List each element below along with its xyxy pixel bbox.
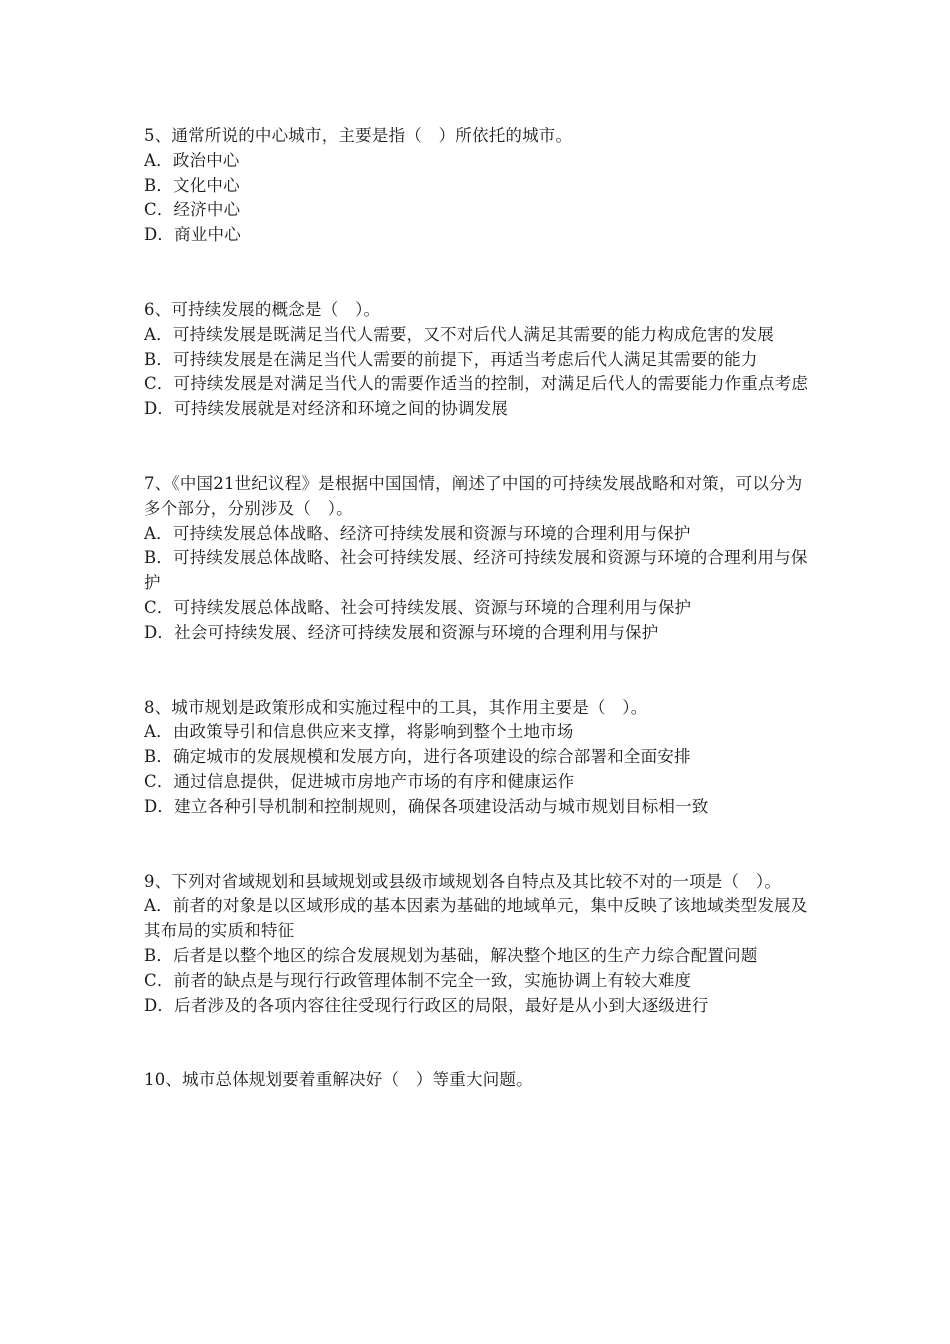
option-b: B．后者是以整个地区的综合发展规划为基础，解决整个地区的生产力综合配置问题 [144, 945, 758, 965]
option-c: C．经济中心 [144, 200, 241, 220]
option-d: D．社会可持续发展、经济可持续发展和资源与环境的合理利用与保护 [144, 622, 659, 642]
option-b: B．确定城市的发展规模和发展方向，进行各项建设的综合部署和全面安排 [144, 747, 691, 767]
question-stem: 8、城市规划是政策形成和实施过程中的工具，其作用主要是（ ）。 [144, 697, 648, 717]
question-stem: 9、下列对省域规划和县域规划或县级市域规划各自特点及其比较不对的一项是（ ）。 [144, 871, 782, 891]
option-a: A．前者的对象是以区域形成的基本因素为基础的地域单元，集中反映了该地域类型发展及其布局的实质和特征 [144, 896, 808, 941]
question-stem: 6、可持续发展的概念是（ ）。 [144, 299, 381, 319]
question-stem: 5、通常所说的中心城市，主要是指（ ）所依托的城市。 [144, 126, 573, 145]
option-b: B．文化中心 [144, 175, 240, 195]
option-d: D．后者涉及的各项内容往往受现行行政区的局限，最好是从小到大逐级进行 [144, 995, 709, 1015]
option-c: C．前者的缺点是与现行行政管理体制不完全一致，实施协调上有较大难度 [144, 970, 692, 990]
option-a: A．由政策导引和信息供应来支撑，将影响到整个土地市场 [144, 722, 574, 742]
question-stem: 7、《中国21世纪议程》是根据中国国情，阐述了中国的可持续发展战略和对策，可以分为多个部分，分别涉及（ ）。 [144, 473, 803, 518]
question-7 [144, 472, 809, 646]
option-c: C．可持续发展总体战略、社会可持续发展、资源与环境的合理利用与保护 [144, 597, 692, 617]
question-stem: 10、城市总体规划要着重解决好（ ）等重大问题。 [144, 1070, 533, 1090]
option-b: B．可持续发展总体战略、社会可持续发展、经济可持续发展和资源与环境的合理利用与保护 [144, 548, 808, 593]
question-list [144, 124, 809, 1093]
option-d: D．商业中心 [144, 225, 241, 245]
question-9 [144, 870, 809, 1019]
question-8 [144, 696, 809, 820]
option-c: C．可持续发展是对满足当代人的需要作适当的控制，对满足后代人的需要能力作重点考虑 [144, 374, 809, 394]
question-10 [144, 1068, 809, 1093]
option-c: C．通过信息提供，促进城市房地产市场的有序和健康运作 [144, 771, 575, 791]
option-a: A．可持续发展是既满足当代人需要，又不对后代人满足其需要的能力构成危害的发展 [144, 324, 775, 344]
option-b: B．可持续发展是在满足当代人需要的前提下，再适当考虑后代人满足其需要的能力 [144, 349, 758, 369]
question-5 [144, 124, 809, 248]
option-a: A．可持续发展总体战略、经济可持续发展和资源与环境的合理利用与保护 [144, 523, 691, 543]
option-a: A．政治中心 [144, 150, 240, 170]
option-d: D．可持续发展就是对经济和环境之间的协调发展 [144, 399, 509, 419]
question-6 [144, 298, 809, 422]
option-d: D．建立各种引导机制和控制规则，确保各项建设活动与城市规划目标相一致 [144, 796, 709, 816]
